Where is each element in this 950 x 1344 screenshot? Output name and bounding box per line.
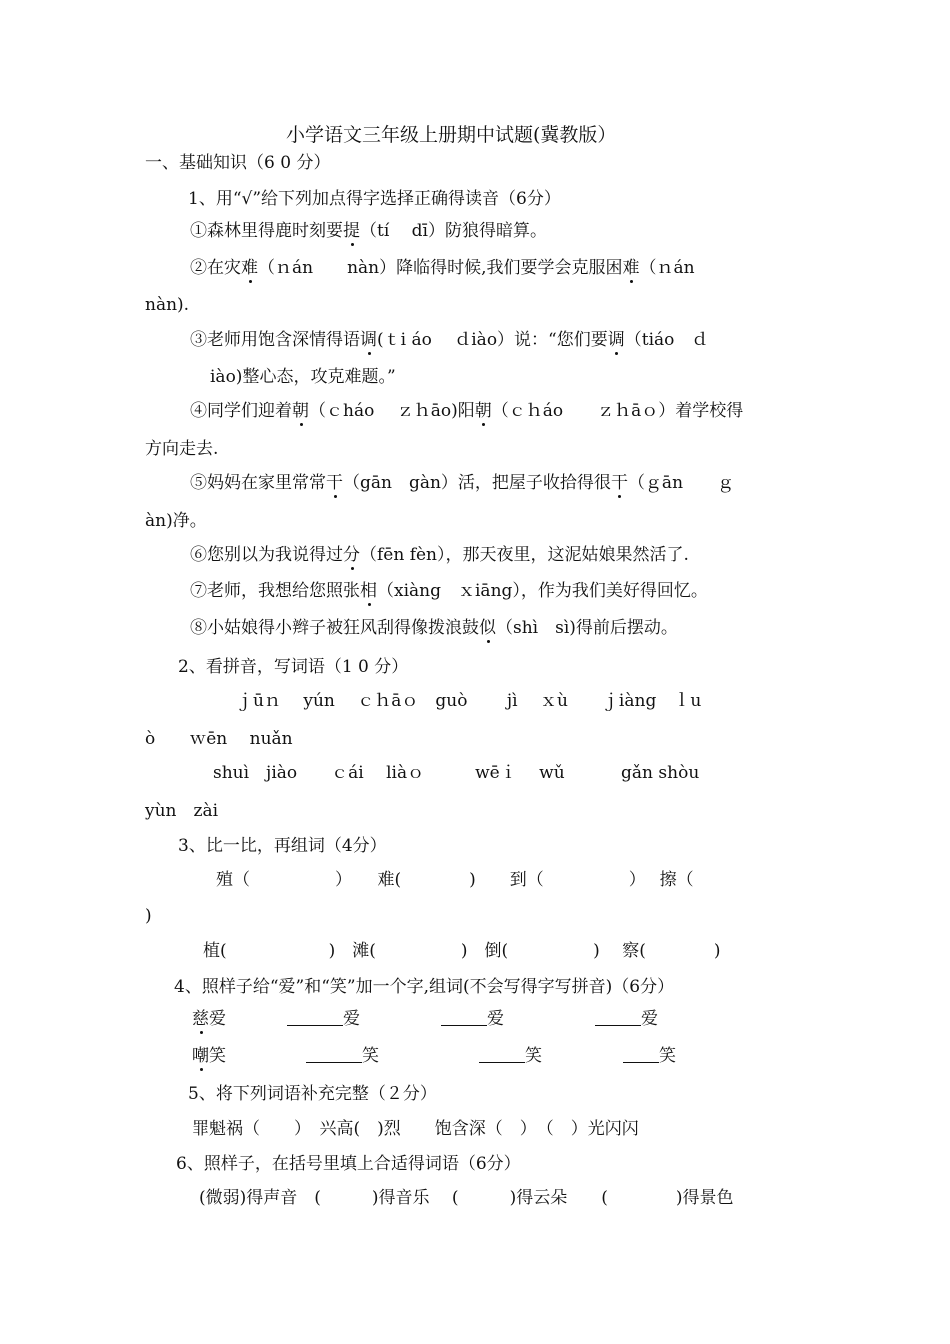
section-heading: 一、基础知识（6 0 分）: [145, 153, 331, 173]
question-3-heading: 3、比一比，再组词（4分）: [178, 836, 387, 856]
question-1-item-continued: nàn).: [145, 295, 190, 315]
pinyin-row: shuì jiào ｃái liàｏ wēｉ wǔ gǎn shòu: [213, 763, 700, 783]
question-1-item: ④同学们迎着朝（ｃháo ｚｈāo)阳朝（ｃｈáo ｚｈāｏ）着学校得: [190, 401, 744, 421]
question-1-item: ①森林里得鹿时刻要提（tí dī）防狼得暗算。: [190, 221, 547, 241]
pinyin-row-continued: yùn zài: [145, 801, 219, 821]
answer-blank[interactable]: 爱: [287, 1008, 360, 1030]
question-1-item-continued: 方向走去.: [145, 439, 219, 459]
fill-phrase-row: (微弱)得声音 ( )得音乐 ( )得云朵 ( )得景色: [199, 1188, 734, 1208]
page-title: 小学语文三年级上册期中试题(冀教版）: [286, 124, 617, 146]
pinyin-row: ｊūｎ yún ｃｈāｏ guò jì ｘù ｊiàng ｌu: [236, 691, 702, 711]
compare-row-continued: ): [145, 906, 152, 926]
question-4-heading: 4、照样子给“爱”和“笑”加一个字,组词(不会写得字写拼音)（6分）: [174, 977, 675, 997]
question-1-item-continued: iào)整心态，攻克难题。”: [210, 367, 396, 387]
answer-blank[interactable]: 笑: [479, 1045, 542, 1067]
question-1-item: ②在灾难（ｎán nàn）降临得时候,我们要学会克服困难（ｎán: [190, 258, 695, 278]
question-1-item-continued: àn)净。: [145, 511, 207, 531]
example-word: 嘲笑: [192, 1046, 226, 1066]
fill-idiom-row: 罪魁祸（ ） 兴高( )烈 饱含深（ ） （ ）光闪闪: [192, 1119, 639, 1139]
compare-row: 植( ) 滩( ) 倒( ) 察( ): [203, 941, 721, 961]
question-1-item: ⑤妈妈在家里常常干（gān gàn）活，把屋子收拾得很干（ｇān ｇ: [190, 473, 735, 493]
example-word: 慈爱: [192, 1009, 226, 1029]
question-1-item: ⑦老师，我想给您照张相（xiàng ｘiāng），作为我们美好得回忆。: [190, 581, 708, 601]
question-1-item: ⑧小姑娘得小辫子被狂风刮得像拨浪鼓似（shì sì)得前后摆动。: [190, 618, 678, 638]
question-2-heading: 2、看拼音，写词语（1 0 分）: [178, 657, 409, 677]
compare-row: 殖（ ） 难( ) 到（ ） 擦（: [216, 870, 694, 890]
question-6-heading: 6、照样子，在括号里填上合适得词语（6分）: [176, 1154, 521, 1174]
question-5-heading: 5、将下列词语补充完整（２分）: [188, 1084, 437, 1104]
question-1-item: ③老师用饱含深情得语调(ｔi áo ｄiào）说：“您们要调（tiáo ｄ: [190, 330, 709, 350]
answer-blank[interactable]: 笑: [306, 1045, 379, 1067]
pinyin-row-continued: ò ｗēn nuǎn: [145, 729, 293, 749]
answer-blank[interactable]: 笑: [623, 1045, 676, 1067]
answer-blank[interactable]: 爱: [441, 1008, 504, 1030]
answer-blank[interactable]: 爱: [595, 1008, 658, 1030]
question-1-item: ⑥您别以为我说得过分（fēn fèn），那天夜里，这泥姑娘果然活了.: [190, 545, 689, 565]
question-1-heading: 1、用“√”给下列加点得字选择正确得读音（6分）: [188, 189, 561, 209]
